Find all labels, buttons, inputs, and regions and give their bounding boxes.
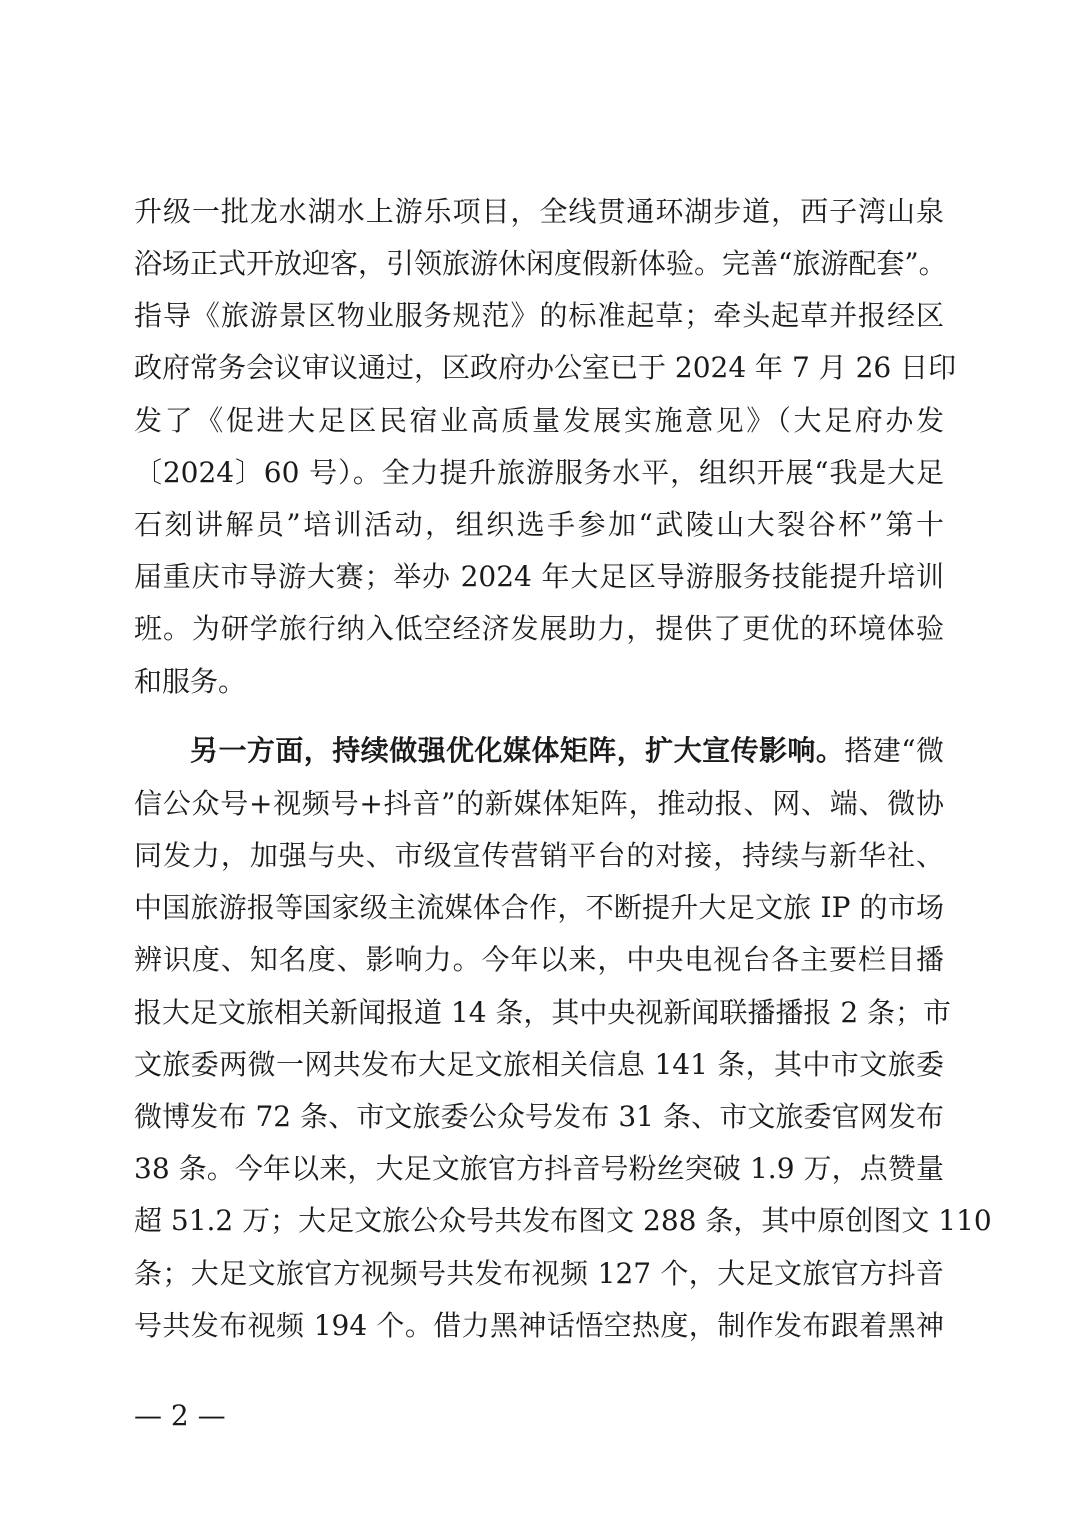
paragraph-2-line-4: 中国旅游报等国家级主流媒体合作，不断提升大足文旅 IP 的市场 (134, 891, 944, 924)
paragraph-2-line-3: 同发力，加强与央、市级宣传营销平台的对接，持续与新华社、 (134, 839, 944, 872)
paragraph-2-lead-text: 搭建“微 (844, 734, 944, 767)
paragraph-2-line-2: 信公众号+视频号+抖音”的新媒体矩阵，推动报、网、端、微协 (134, 787, 944, 820)
paragraph-2-line-5: 辨识度、知名度、影响力。今年以来，中央电视台各主要栏目播 (134, 943, 944, 976)
paragraph-1-line-9: 班。为研学旅行纳入低空经济发展助力，提供了更优的环境体验 (134, 612, 944, 645)
paragraph-2-line-10: 超 51.2 万；大足文旅公众号共发布图文 288 条，其中原创图文 110 (134, 1204, 992, 1237)
paragraph-1-line-1: 升级一批龙水湖水上游乐项目，全线贯通环湖步道，西子湾山泉 (134, 195, 944, 228)
paragraph-1-line-2: 浴场正式开放迎客，引领旅游休闲度假新体验。完善“旅游配套”。 (134, 247, 947, 280)
paragraph-2-line-11: 条；大足文旅官方视频号共发布视频 127 个，大足文旅官方抖音 (134, 1257, 944, 1290)
paragraph-1-line-10: 和服务。 (134, 665, 247, 698)
paragraph-2-line-1 (190, 731, 944, 771)
paragraph-1-line-8: 届重庆市导游大赛；举办 2024 年大足区导游服务技能提升培训 (134, 560, 944, 593)
paragraph-2-line-12: 号共发布视频 194 个。借力黑神话悟空热度，制作发布跟着黑神 (134, 1309, 944, 1342)
paragraph-1-line-6: 〔2024〕60 号）。全力提升旅游服务水平，组织开展“我是大足 (134, 456, 944, 489)
paragraph-2-line-9: 38 条。今年以来，大足文旅官方抖音号粉丝突破 1.9 万，点赞量 (134, 1152, 944, 1185)
paragraph-1-line-3: 指导《旅游景区物业服务规范》的标准起草；牵头起草并报经区 (134, 299, 944, 332)
paragraph-1-line-5: 发了《促进大足区民宿业高质量发展实施意见》（大足府办发 (134, 404, 944, 437)
paragraph-2-line-7: 文旅委两微一网共发布大足文旅相关信息 141 条，其中市文旅委 (134, 1048, 944, 1081)
paragraph-2-line-6: 报大足文旅相关新闻报道 14 条，其中央视新闻联播播报 2 条；市 (134, 996, 952, 1029)
paragraph-2-heading: 另一方面，持续做强优化媒体矩阵，扩大宣传影响。 (190, 734, 845, 767)
paragraph-2-line-8: 微博发布 72 条、市文旅委公众号发布 31 条、市文旅委官网发布 (134, 1100, 944, 1133)
page-number: — 2 — (134, 1399, 226, 1432)
paragraph-1-line-4: 政府常务会议审议通过，区政府办公室已于 2024 年 7 月 26 日印 (134, 351, 957, 384)
paragraph-1-line-7: 石刻讲解员”培训活动，组织选手参加“武陵山大裂谷杯”第十 (134, 508, 944, 541)
